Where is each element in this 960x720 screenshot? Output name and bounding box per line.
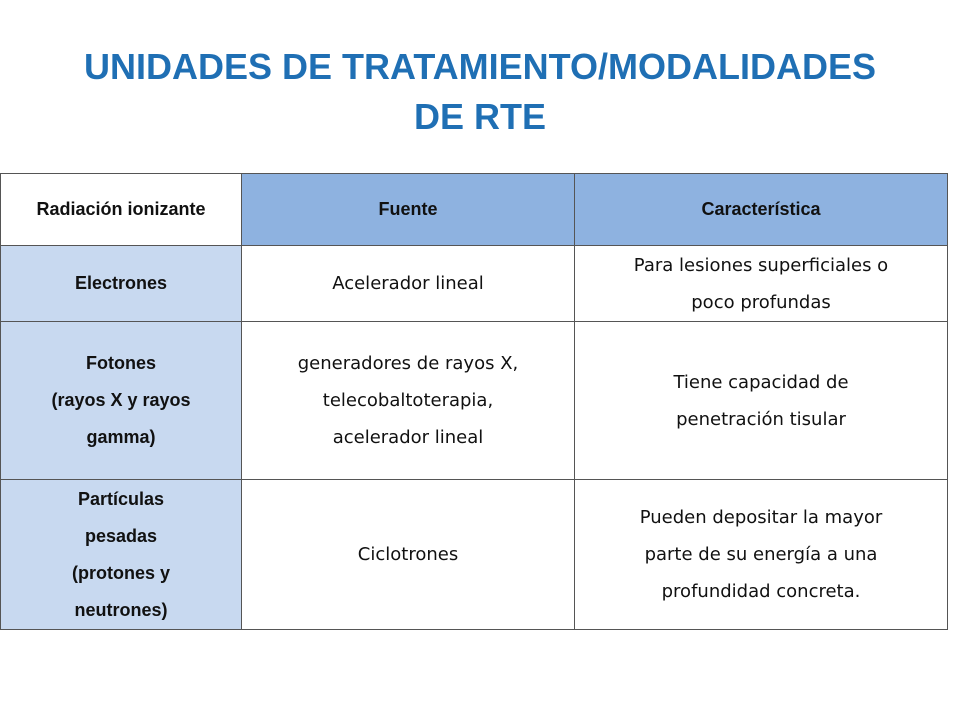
caracteristica-cell-particulas <box>575 480 948 630</box>
fuente-line: Ciclotrones <box>357 544 459 565</box>
row-label-line: pesadas <box>84 525 158 546</box>
caracteristica-line: penetración tisular <box>676 408 846 430</box>
row-label-particulas <box>1 480 242 630</box>
row-label-line: neutrones) <box>74 599 168 620</box>
slide-title-line-1: UNIDADES DE TRATAMIENTO/MODALIDADES <box>84 46 876 87</box>
table-row-electrones <box>1 246 948 322</box>
caracteristica-line: poco profundas <box>691 291 831 313</box>
radiation-modalities-table <box>0 173 948 630</box>
fuente-line: generadores de rayos X, <box>297 353 519 374</box>
row-label-line: gamma) <box>86 427 156 447</box>
table-header-row <box>1 174 948 246</box>
column-header-fuente: Fuente <box>242 174 575 246</box>
row-label-line: Partículas <box>77 488 165 509</box>
row-label-fotones <box>1 322 242 480</box>
row-label-line: Electrones <box>74 273 168 293</box>
row-label-line: (rayos X y rayos <box>51 390 191 410</box>
fuente-cell-electrones <box>242 246 575 322</box>
fuente-line: acelerador lineal <box>332 427 484 448</box>
fuente-line: telecobaltoterapia, <box>322 390 494 411</box>
table-row-particulas <box>1 480 948 630</box>
fuente-line: Acelerador lineal <box>332 273 484 294</box>
caracteristica-line: parte de su energía a una <box>644 544 878 565</box>
caracteristica-cell-fotones <box>575 322 948 480</box>
caracteristica-line: profundidad concreta. <box>661 581 861 602</box>
column-header-radiacion: Radiación ionizante <box>1 174 242 246</box>
table-row-fotones <box>1 322 948 480</box>
slide-title <box>60 42 900 142</box>
column-header-caracteristica: Característica <box>575 174 948 246</box>
fuente-cell-particulas <box>242 480 575 630</box>
caracteristica-line: Tiene capacidad de <box>673 371 849 393</box>
caracteristica-line: Para lesiones superficiales o <box>633 254 889 276</box>
row-label-line: (protones y <box>71 562 170 583</box>
caracteristica-cell-electrones <box>575 246 948 322</box>
fuente-cell-fotones <box>242 322 575 480</box>
row-label-electrones <box>1 246 242 322</box>
row-label-line: Fotones <box>86 353 156 373</box>
caracteristica-line: Pueden depositar la mayor <box>639 507 883 528</box>
slide-title-line-2: DE RTE <box>413 96 546 137</box>
